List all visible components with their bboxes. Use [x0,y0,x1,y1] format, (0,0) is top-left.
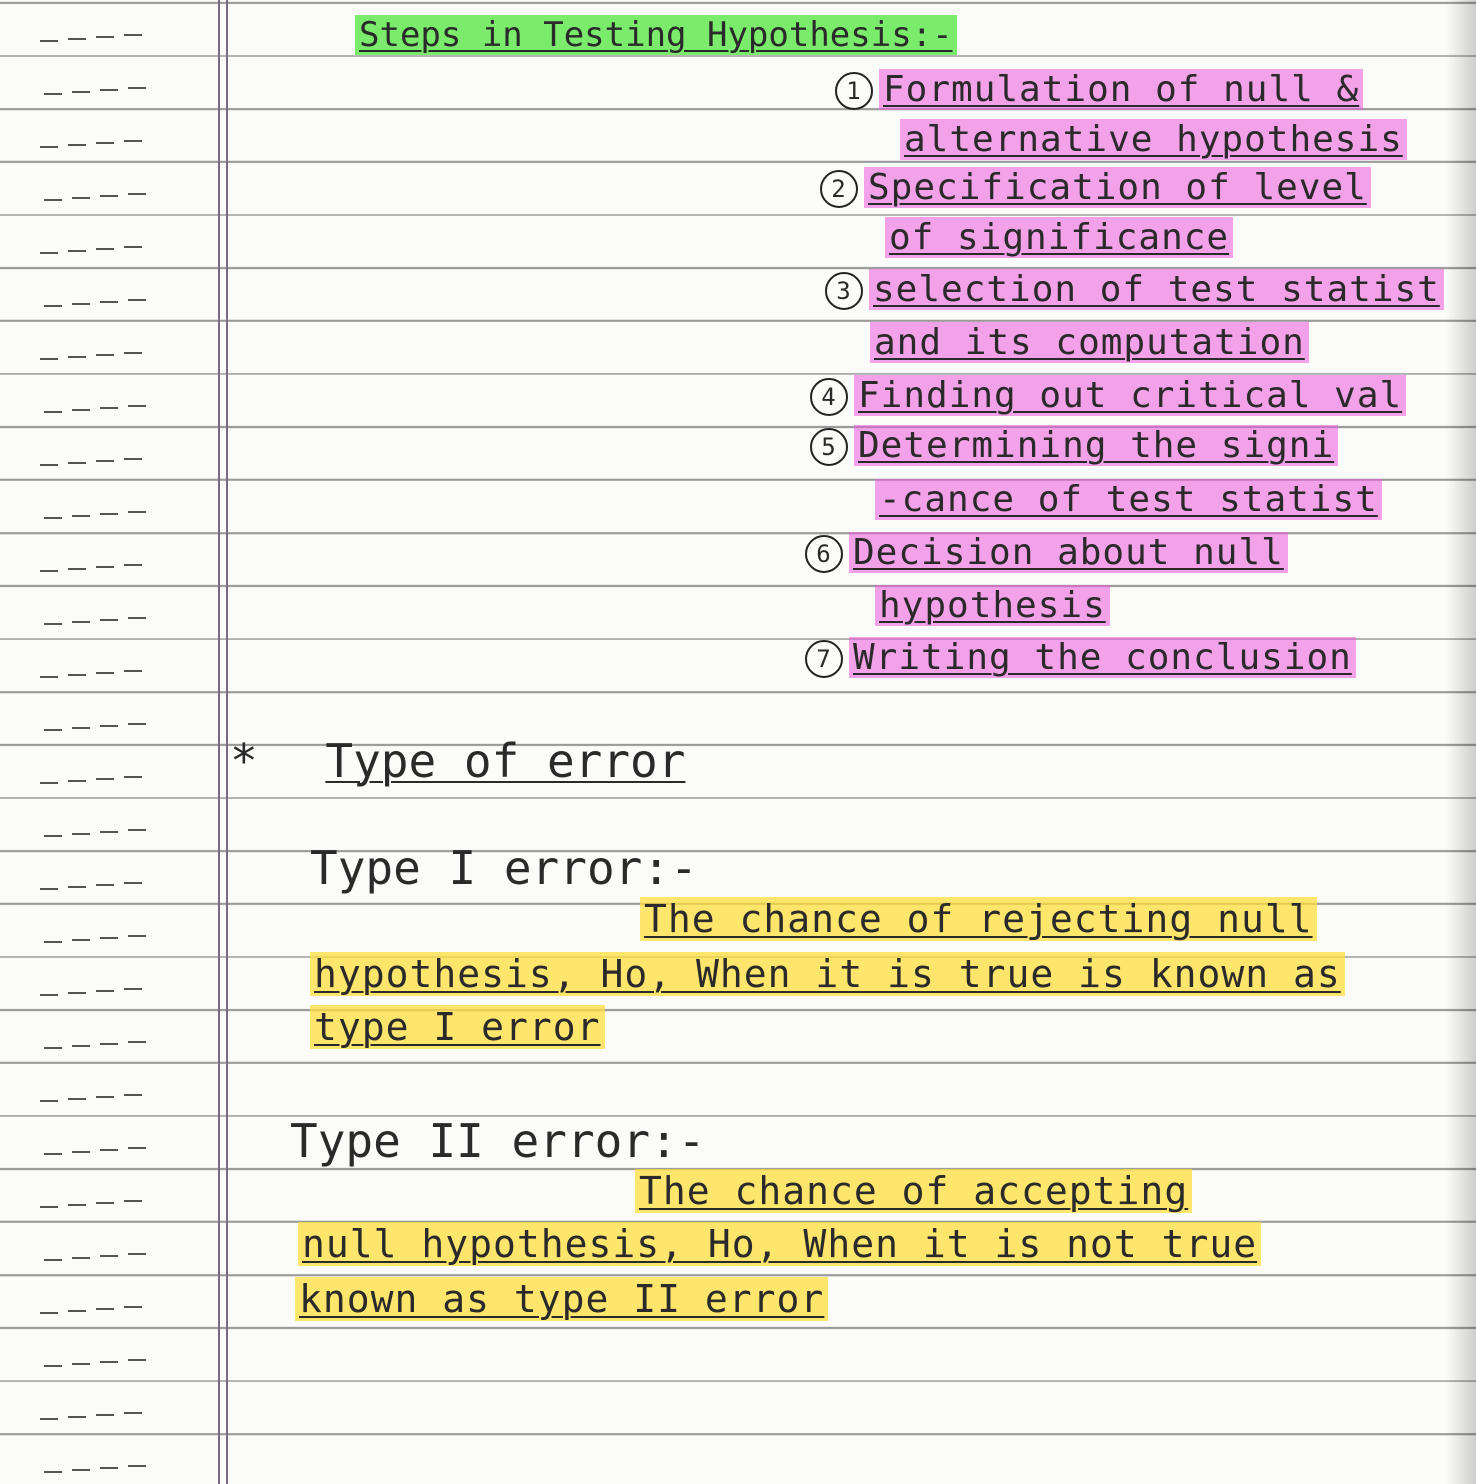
margin-dash [100,513,118,515]
margin-dash [40,146,58,148]
margin-dash [124,1200,142,1202]
margin-dash [68,250,86,252]
margin-dash [100,619,118,621]
type1-line3: type I error [310,1008,605,1046]
margin-dash [128,1041,146,1043]
type2-line2: null hypothesis, Ho, When it is not true [298,1225,1261,1263]
margin-dash [128,617,146,619]
margin-dash [96,248,114,250]
margin-dash [40,888,58,890]
step-3-line1: selection of test statist [869,269,1444,310]
margin-dash [100,89,118,91]
margin-dash [40,570,58,572]
margin-dash [40,1312,58,1314]
margin-dash [68,462,86,464]
margin-dash [96,672,114,674]
step-6 [805,532,1288,573]
margin-dash [124,246,142,248]
page-title: Steps in Testing Hypothesis:- [355,18,957,52]
margin-dash [40,464,58,466]
step-2 [820,167,1371,208]
margin-dash [96,990,114,992]
margin-dash [124,1306,142,1308]
margin-dash [100,1149,118,1151]
step-5-line2: -cance of test statist [875,479,1382,520]
margin-dash [100,195,118,197]
step-number-1: 1 [835,72,873,110]
margin-dash [40,1100,58,1102]
margin-dash [100,1467,118,1469]
margin-dash [96,778,114,780]
type2-title: Type II error:- [290,1114,706,1168]
margin-dash [128,1253,146,1255]
step-number-4: 4 [810,378,848,416]
margin-dash [44,623,62,625]
margin-dash [44,1153,62,1155]
margin-dash [124,882,142,884]
step-7 [805,637,1356,678]
margin-dash [68,992,86,994]
margin-dash [72,1151,90,1153]
margin-dash [124,988,142,990]
margin-dashes [40,0,180,1484]
margin-dash [100,1361,118,1363]
margin-dash [68,144,86,146]
margin-dash [128,723,146,725]
margin-dash [128,829,146,831]
margin-dash [44,729,62,731]
margin-dash [128,1465,146,1467]
step-3-cont [870,322,1309,363]
step-number-3: 3 [825,272,863,310]
step-3-line2: and its computation [870,322,1309,363]
margin-dash [68,1204,86,1206]
type1-line2: hypothesis, Ho, When it is true is known as [310,955,1345,993]
margin-dash [72,1363,90,1365]
margin-dash [44,1259,62,1261]
margin-dash [68,1416,86,1418]
margin-dash [68,568,86,570]
margin-dash [40,782,58,784]
margin-dash [128,1359,146,1361]
step-6-cont [875,585,1110,626]
margin-dash [40,994,58,996]
margin-dash [96,460,114,462]
step-1-line1: Formulation of null & [879,69,1363,110]
margin-dash [100,407,118,409]
margin-line-left [218,0,220,1484]
margin-dash [40,676,58,678]
step-number-5: 5 [810,428,848,466]
asterisk-bullet: * [230,734,258,788]
margin-dash [44,1365,62,1367]
step-4 [810,375,1406,416]
step-1-line2: alternative hypothesis [900,119,1407,160]
margin-dash [44,93,62,95]
margin-dash [44,411,62,413]
margin-dash [124,34,142,36]
step-2-line2: of significance [885,217,1233,258]
margin-dash [68,674,86,676]
step-1-cont [900,119,1407,160]
margin-dash [40,358,58,360]
margin-dash [124,1094,142,1096]
step-number-6: 6 [805,535,843,573]
margin-dash [124,564,142,566]
margin-dash [68,1310,86,1312]
margin-dash [96,354,114,356]
step-3 [825,269,1444,310]
margin-dash [40,1206,58,1208]
step-1 [835,69,1363,110]
margin-dash [100,831,118,833]
margin-dash [44,305,62,307]
margin-dash [96,566,114,568]
type1-title: Type I error:- [310,841,698,895]
margin-dash [96,884,114,886]
section-title: Type of error [325,734,686,788]
margin-dash [128,405,146,407]
margin-dash [96,142,114,144]
margin-dash [128,299,146,301]
type2-line1: The chance of accepting [635,1172,1192,1210]
margin-dash [72,833,90,835]
margin-dash [72,197,90,199]
margin-dash [124,1412,142,1414]
margin-dash [124,776,142,778]
step-number-2: 2 [820,170,858,208]
margin-dash [72,409,90,411]
margin-dash [128,511,146,513]
step-7-line1: Writing the conclusion [849,637,1356,678]
margin-dash [44,1047,62,1049]
step-4-line1: Finding out critical val [854,375,1406,416]
margin-dash [124,140,142,142]
margin-dash [100,937,118,939]
margin-dash [96,1096,114,1098]
margin-dash [44,517,62,519]
margin-dash [96,1308,114,1310]
step-5 [810,425,1338,466]
step-2-cont [885,217,1233,258]
margin-dash [72,91,90,93]
margin-line-right [226,0,228,1484]
margin-dash [128,935,146,937]
page-edge [1446,0,1476,1484]
margin-dash [44,941,62,943]
margin-dash [40,40,58,42]
margin-dash [44,199,62,201]
step-5-cont [875,479,1382,520]
margin-dash [44,835,62,837]
margin-dash [100,1043,118,1045]
margin-dash [68,1098,86,1100]
section-heading [230,734,686,788]
margin-dash [100,1255,118,1257]
margin-dash [72,1045,90,1047]
step-6-line2: hypothesis [875,585,1110,626]
margin-dash [72,1257,90,1259]
margin-dash [72,727,90,729]
type1-line1: The chance of rejecting null [640,900,1317,938]
margin-dash [100,301,118,303]
margin-dash [72,621,90,623]
margin-dash [128,193,146,195]
step-6-line1: Decision about null [849,532,1288,573]
margin-dash [68,780,86,782]
margin-dash [68,356,86,358]
margin-dash [68,38,86,40]
margin-dash [72,303,90,305]
margin-dash [124,670,142,672]
margin-dash [44,1471,62,1473]
margin-dash [128,87,146,89]
margin-dash [68,886,86,888]
margin-dash [72,939,90,941]
margin-dash [96,1202,114,1204]
type2-line3: known as type II error [295,1280,828,1318]
step-2-line1: Specification of level [864,167,1371,208]
step-number-7: 7 [805,640,843,678]
margin-dash [100,725,118,727]
margin-dash [96,1414,114,1416]
margin-dash [124,352,142,354]
margin-dash [40,252,58,254]
margin-dash [72,515,90,517]
margin-dash [128,1147,146,1149]
margin-dash [40,1418,58,1420]
step-5-line1: Determining the signi [854,425,1338,466]
margin-dash [96,36,114,38]
margin-dash [124,458,142,460]
margin-dash [72,1469,90,1471]
